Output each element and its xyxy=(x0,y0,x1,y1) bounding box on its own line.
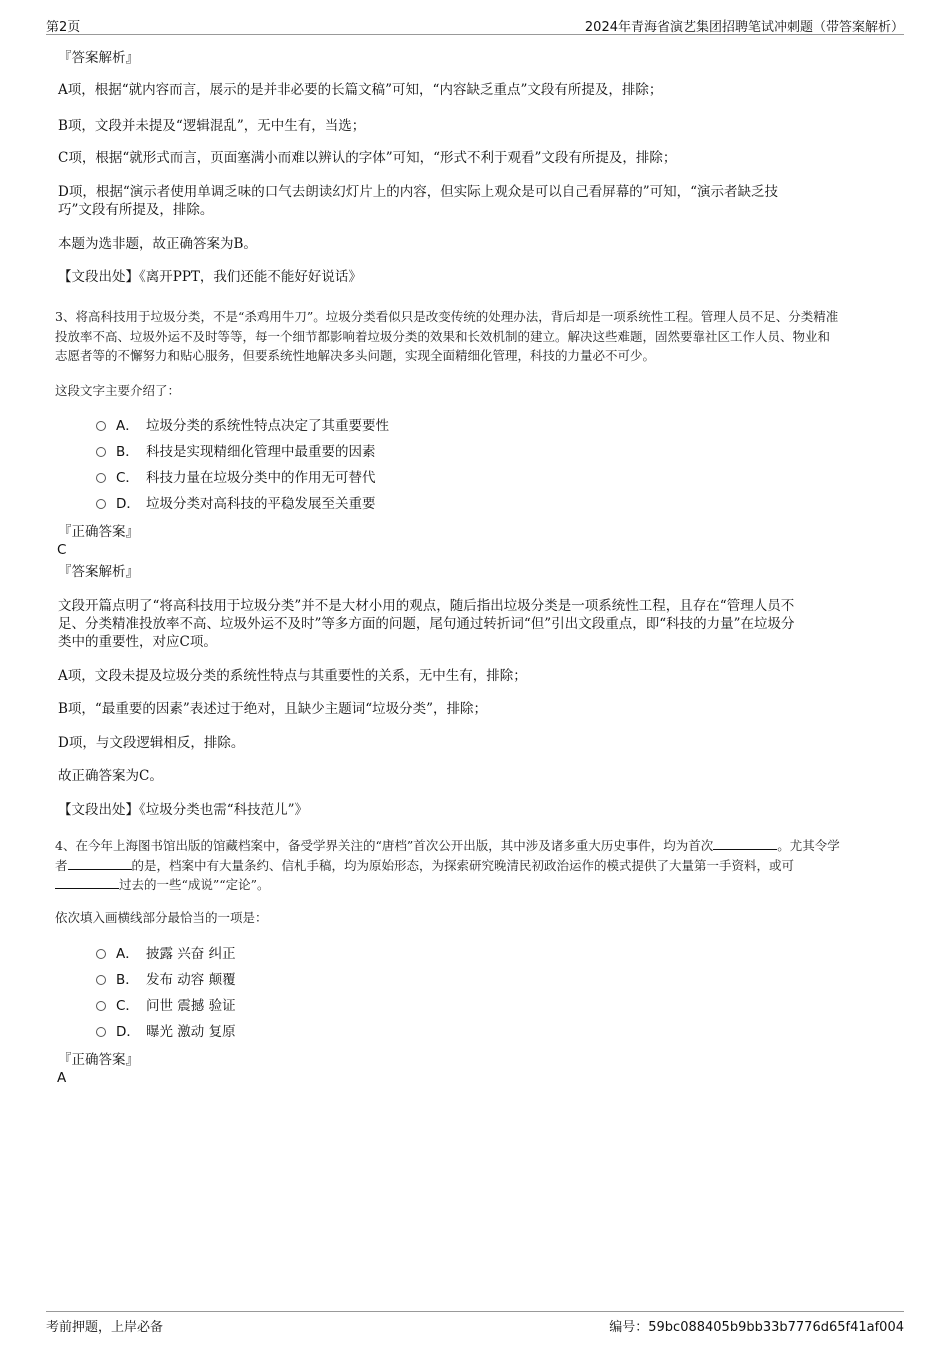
q4-option-d[interactable]: D． 曝光 激动 复原 xyxy=(96,1022,236,1042)
q3-option-a[interactable]: A． 垃圾分类的系统性特点决定了其重要要性 xyxy=(96,416,389,436)
q4-option-a[interactable]: A． 披露 兴奋 纠正 xyxy=(96,944,236,964)
q3-analysis-a: A项，文段未提及垃圾分类的系统性特点与其重要性的关系，无中生有，排除； xyxy=(58,668,527,684)
q2-analysis-d-line2: 巧”文段有所提及，排除。 xyxy=(58,202,214,218)
q3-prompt: 这段文字主要介绍了： xyxy=(55,383,181,398)
q2-analysis-b: B项，文段并未提及“逻辑混乱”，无中生有，当选； xyxy=(58,118,366,134)
q3-analysis-line2: 足、分类精准投放率不高、垃圾外运不及时”等多方面的问题，尾句通过转折词“但”引出文段重点，即“科技的力量”在垃圾分 xyxy=(58,616,795,632)
q3-option-b[interactable]: B． 科技是实现精细化管理中最重要的因素 xyxy=(96,442,376,462)
q3-option-c[interactable]: C． 科技力量在垃圾分类中的作用无可替代 xyxy=(96,468,376,488)
q4-prompt: 依次填入画横线部分最恰当的一项是： xyxy=(55,910,268,925)
document-title: 2024年青海省演艺集团招聘笔试冲刺题（带答案解析） xyxy=(584,20,904,35)
q4-answer: A xyxy=(57,1070,67,1086)
q4-option-b[interactable]: B． 发布 动容 颠覆 xyxy=(96,970,236,990)
document-code: 编号：59bc088405b9bb33b7776d65f41af004 xyxy=(609,1320,904,1335)
q4-answer-label: 『正确答案』 xyxy=(58,1052,139,1068)
blank-1 xyxy=(713,837,777,850)
footer-slogan: 考前押题，上岸必备 xyxy=(46,1320,164,1335)
page-number: 第2页 xyxy=(46,20,81,35)
radio-icon[interactable] xyxy=(96,1027,106,1037)
q2-analysis-label: 『答案解析』 xyxy=(58,50,139,66)
q4-stem-line1: 4、在今年上海图书馆出版的馆藏档案中，备受学界关注的“唐档”首次公开出版，其中涉及诸多重大历史事件，均为首次 。尤其令学 xyxy=(55,838,840,853)
q3-answer-label: 『正确答案』 xyxy=(58,524,139,540)
page-footer xyxy=(46,1311,904,1336)
q3-option-d[interactable]: D． 垃圾分类对高科技的平稳发展至关重要 xyxy=(96,494,376,514)
blank-2 xyxy=(68,857,132,870)
page-header xyxy=(46,14,904,35)
q2-source: 【文段出处】《离开PPT，我们还能不能好好说话》 xyxy=(58,269,362,285)
q3-conclusion: 故正确答案为C。 xyxy=(58,768,163,784)
q3-analysis-line3: 类中的重要性，对应C项。 xyxy=(58,634,217,650)
q3-analysis-line1: 文段开篇点明了“将高科技用于垃圾分类”并不是大材小用的观点，随后指出垃圾分类是一项系统性工程，且存在“管理人员不 xyxy=(58,598,795,614)
radio-icon[interactable] xyxy=(96,473,106,483)
radio-icon[interactable] xyxy=(96,1001,106,1011)
radio-icon[interactable] xyxy=(96,975,106,985)
q3-answer: C xyxy=(57,542,67,558)
q3-stem-line1: 3、将高科技用于垃圾分类，不是“杀鸡用牛刀”。垃圾分类看似只是改变传统的处理办法，背后却是一项系统性工程。管理人员不足、分类精准 xyxy=(55,309,839,324)
radio-icon[interactable] xyxy=(96,421,106,431)
q4-stem-line3: 过去的一些“成说”“定论”。 xyxy=(55,875,897,894)
q3-stem-line2: 投放率不高、垃圾外运不及时等等，每一个细节都影响着垃圾分类的效果和长效机制的建立。解决这些难题，固然要靠社区工作人员、物业和 xyxy=(55,329,831,344)
q4-stem-line2: 者 的是，档案中有大量条约、信札手稿，均为原始形态，为探索研究晚清民初政治运作的模式提供了大量第一手资料，或可 xyxy=(55,858,795,873)
radio-icon[interactable] xyxy=(96,949,106,959)
q2-conclusion: 本题为选非题，故正确答案为B。 xyxy=(58,236,257,252)
q3-analysis-b: B项，“最重要的因素”表述过于绝对，且缺少主题词“垃圾分类”，排除； xyxy=(58,701,488,717)
blank-3 xyxy=(55,876,119,889)
radio-icon[interactable] xyxy=(96,447,106,457)
q3-analysis-label: 『答案解析』 xyxy=(58,564,139,580)
q3-stem-line3: 志愿者等的不懈努力和贴心服务，但要系统性地解决多头问题，实现全面精细化管理，科技的力量必不可少。 xyxy=(55,348,656,363)
q2-analysis-c: C项，根据“就形式而言，页面塞满小而难以辨认的字体”可知，“形式不利于观看”文段有所提及，排除； xyxy=(58,150,677,166)
radio-icon[interactable] xyxy=(96,499,106,509)
q3-analysis-d: D项，与文段逻辑相反，排除。 xyxy=(58,735,245,751)
q2-analysis-d-line1: D项，根据“演示者使用单调乏味的口气去朗读幻灯片上的内容，但实际上观众是可以自己看屏幕的”可知，“演示者缺乏技 xyxy=(58,184,779,200)
q2-analysis-a: A项，根据“就内容而言，展示的是并非必要的长篇文稿”可知，“内容缺乏重点”文段有所提及，排除； xyxy=(58,82,663,98)
q4-option-c[interactable]: C． 问世 震撼 验证 xyxy=(96,996,236,1016)
q3-source: 【文段出处】《垃圾分类也需“科技范儿”》 xyxy=(58,802,309,818)
